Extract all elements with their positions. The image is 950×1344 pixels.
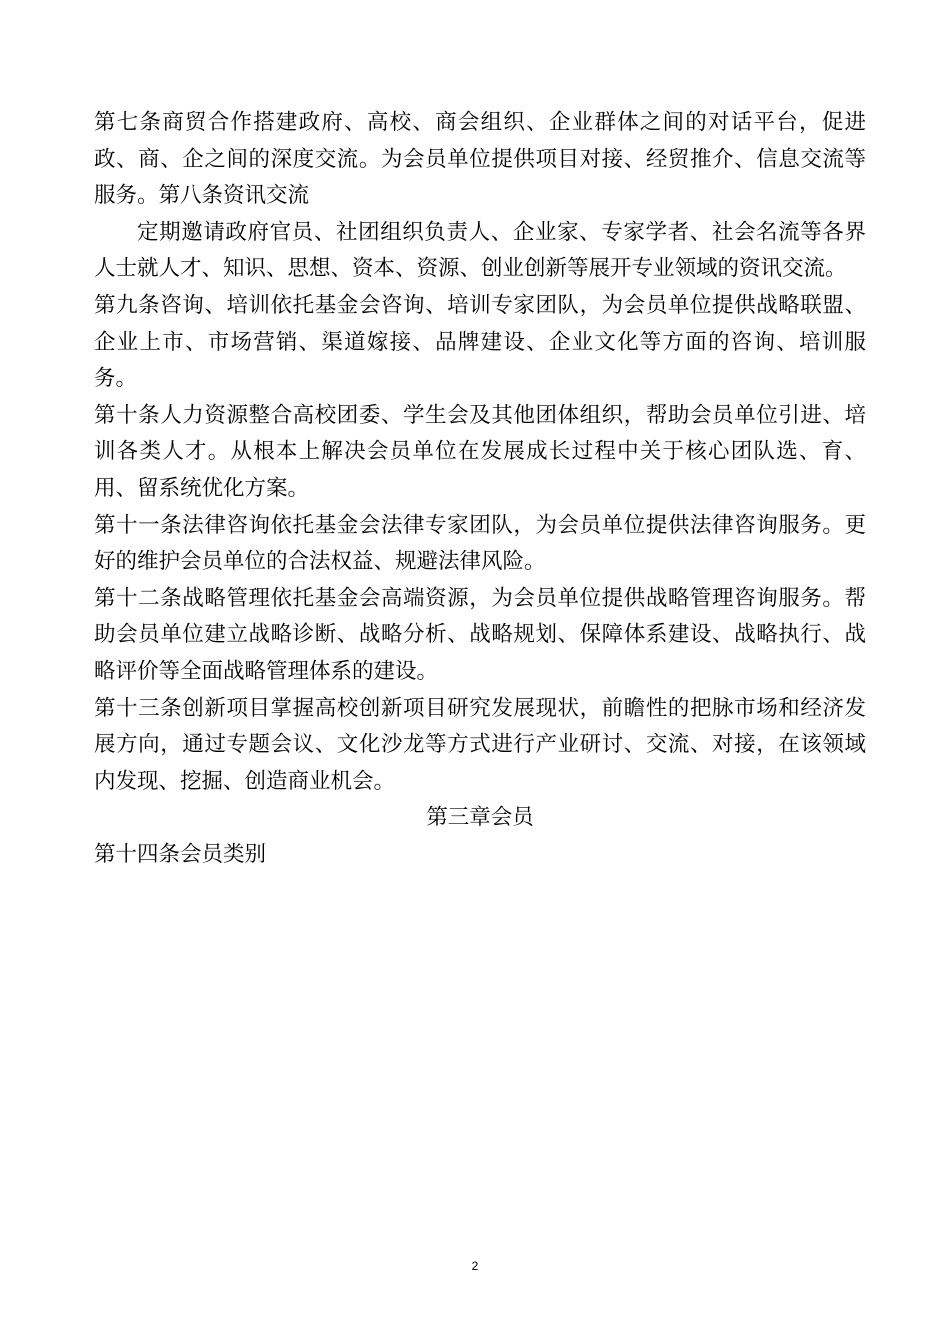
page-number: 2 [471, 1259, 479, 1273]
article-11-paragraph: 第十一条法律咨询依托基金会法律专家团队，为会员单位提供法律咨询服务。更好的维护会员单位的合法权益、规避法律风险。 [94, 512, 866, 575]
article-10-paragraph: 第十条人力资源整合高校团委、学生会及其他团体组织，帮助会员单位引进、培训各类人才。从根本上解决会员单位在发展成长过程中关于核心团队选、育、用、留系统优化方案。 [94, 402, 866, 501]
article-9-paragraph: 第九条咨询、培训依托基金会咨询、培训专家团队，为会员单位提供战略联盟、企业上市、市场营销、渠道嫁接、品牌建设、企业文化等方面的咨询、培训服务。 [94, 292, 866, 392]
chapter-heading: 第三章会员 [426, 805, 534, 831]
article-8-paragraph: 定期邀请政府官员、社团组织负责人、企业家、专家学者、社会名流等各界人士就人才、知识、思想、资本、资源、创业创新等展开专业领域的资讯交流。 [94, 219, 866, 282]
article-12-paragraph: 第十二条战略管理依托基金会高端资源，为会员单位提供战略管理咨询服务。帮助会员单位建立战略诊断、战略分析、战略规划、保障体系建设、战略执行、战略评价等全面战略管理体系的建设。 [94, 585, 866, 684]
article-13-paragraph: 第十三条创新项目掌握高校创新项目研究发展现状，前瞻性的把脉市场和经济发展方向，通过专题会议、文化沙龙等方式进行产业研讨、交流、对接，在该领域内发现、挖掘、创造商业机会。 [94, 695, 866, 794]
article-7-paragraph: 第七条商贸合作搭建政府、高校、商会组织、企业群体之间的对话平台，促进政、商、企之间的深度交流。为会员单位提供项目对接、经贸推介、信息交流等服务。第八条资讯交流 [94, 110, 866, 209]
article-14-heading: 第十四条会员类别 [94, 841, 267, 867]
document-body [94, 105, 866, 873]
